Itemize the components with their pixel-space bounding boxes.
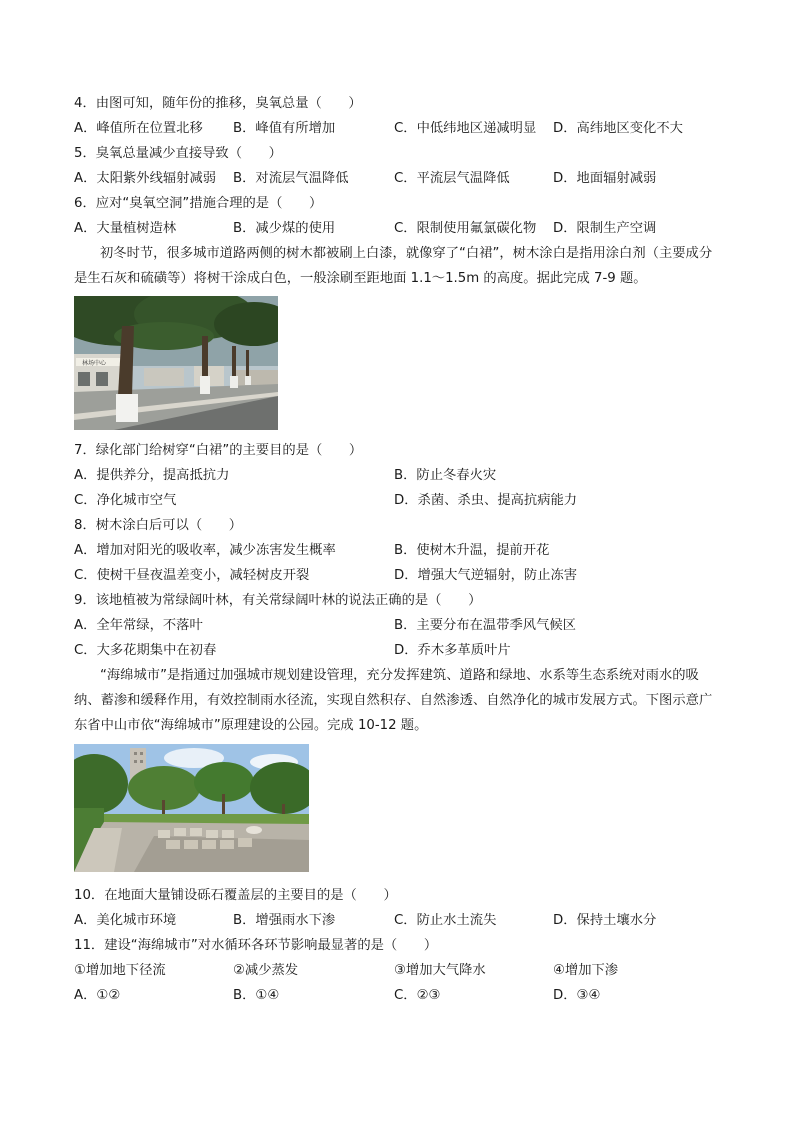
question-11-stem: 11．建设“海绵城市”对水循环各环节影响最显著的是（ ） (74, 938, 438, 953)
q9-option-b: B．主要分布在温带季风气候区 (394, 618, 576, 633)
q11-option-a: A．①② (74, 988, 121, 1003)
q10-option-a: A．美化城市环境 (74, 913, 177, 928)
q11-statement-3: ③增加大气降水 (394, 963, 486, 978)
q6-option-c: C．限制使用氟氯碳化物 (394, 221, 537, 236)
q7-option-d: D．杀菌、杀虫、提高抗病能力 (394, 493, 578, 508)
question-7-stem: 7．绿化部门给树穿“白裙”的主要目的是（ ） (74, 443, 363, 458)
q6-option-a: A．大量植树造林 (74, 221, 177, 236)
q5-option-a: A．太阳紫外线辐射减弱 (74, 171, 217, 186)
passage-10-12-text: “海绵城市”是指通过加强城市规划建设管理，充分发挥建筑、道路和绿地、水系等生态系统对雨水的吸纳、蓄渗和缓释作用，有效控制雨水径流，实现自然积存、自然渗透、自然净化的城市发展方式。下图示意广东省中山市依“海绵城市”原理建设的公园。完成 10-12 题。 (74, 668, 713, 733)
q11-option-b: B．①④ (233, 988, 280, 1003)
q5-option-b: B．对流层气温降低 (233, 171, 349, 186)
q4-option-a: A．峰值所在位置北移 (74, 121, 203, 136)
passage-7-9 (74, 241, 724, 291)
q7-option-c: C．净化城市空气 (74, 493, 177, 508)
photo-sponge-city-park (74, 744, 309, 872)
q11-statement-4: ④增加下渗 (553, 963, 619, 978)
q11-option-c: C．②③ (394, 988, 441, 1003)
q5-option-c: C．平流层气温降低 (394, 171, 510, 186)
q9-option-a: A．全年常绿，不落叶 (74, 618, 203, 633)
q10-option-d: D．保持土壤水分 (553, 913, 657, 928)
q5-option-d: D．地面辐射减弱 (553, 171, 657, 186)
question-8-stem: 8．树木涂白后可以（ ） (74, 518, 243, 533)
passage-7-9-text: 初冬时节，很多城市道路两侧的树木都被刷上白漆，就像穿了“白裙”，树木涂白是指用涂白剂（主要成分是生石灰和硫磺等）将树干涂成白色，一般涂刷至距地面 1.1～1.5m 的高度。据此完成 7-9 题。 (74, 246, 713, 286)
q7-option-a: A．提供养分，提高抵抗力 (74, 468, 230, 483)
q10-option-c: C．防止水土流失 (394, 913, 497, 928)
photo-whitewashed-trees (74, 296, 278, 430)
q10-option-b: B．增强雨水下渗 (233, 913, 336, 928)
q7-option-b: B．防止冬春火灾 (394, 468, 497, 483)
q8-option-d: D．增强大气逆辐射，防止冻害 (394, 568, 578, 583)
q4-option-c: C．中低纬地区递减明显 (394, 121, 537, 136)
q8-option-a: A．增加对阳光的吸收率，减少冻害发生概率 (74, 543, 336, 558)
q9-option-d: D．乔木多革质叶片 (394, 643, 511, 658)
q4-option-d: D．高纬地区变化不大 (553, 121, 683, 136)
q11-option-d: D．③④ (553, 988, 601, 1003)
q9-option-c: C．大多花期集中在初春 (74, 643, 217, 658)
q8-option-b: B．使树木升温，提前开花 (394, 543, 550, 558)
q11-statement-2: ②减少蒸发 (233, 963, 299, 978)
q4-option-b: B．峰值有所增加 (233, 121, 336, 136)
q6-option-d: D．限制生产空调 (553, 221, 657, 236)
question-10-stem: 10．在地面大量铺设砾石覆盖层的主要目的是（ ） (74, 888, 397, 903)
building-sign: 林场中心 (82, 360, 107, 367)
q8-option-c: C．使树干昼夜温差变小，减轻树皮开裂 (74, 568, 310, 583)
question-5-stem: 5．臭氧总量减少直接导致（ ） (74, 146, 282, 161)
passage-10-12 (74, 663, 724, 738)
question-4-stem: 4．由图可知，随年份的推移，臭氧总量（ ） (74, 96, 362, 111)
q6-option-b: B．减少煤的使用 (233, 221, 336, 236)
question-9-stem: 9．该地植被为常绿阔叶林，有关常绿阔叶林的说法正确的是（ ） (74, 593, 482, 608)
question-6-stem: 6．应对“臭氧空洞”措施合理的是（ ） (74, 196, 323, 211)
q11-statement-1: ①增加地下径流 (74, 963, 166, 978)
